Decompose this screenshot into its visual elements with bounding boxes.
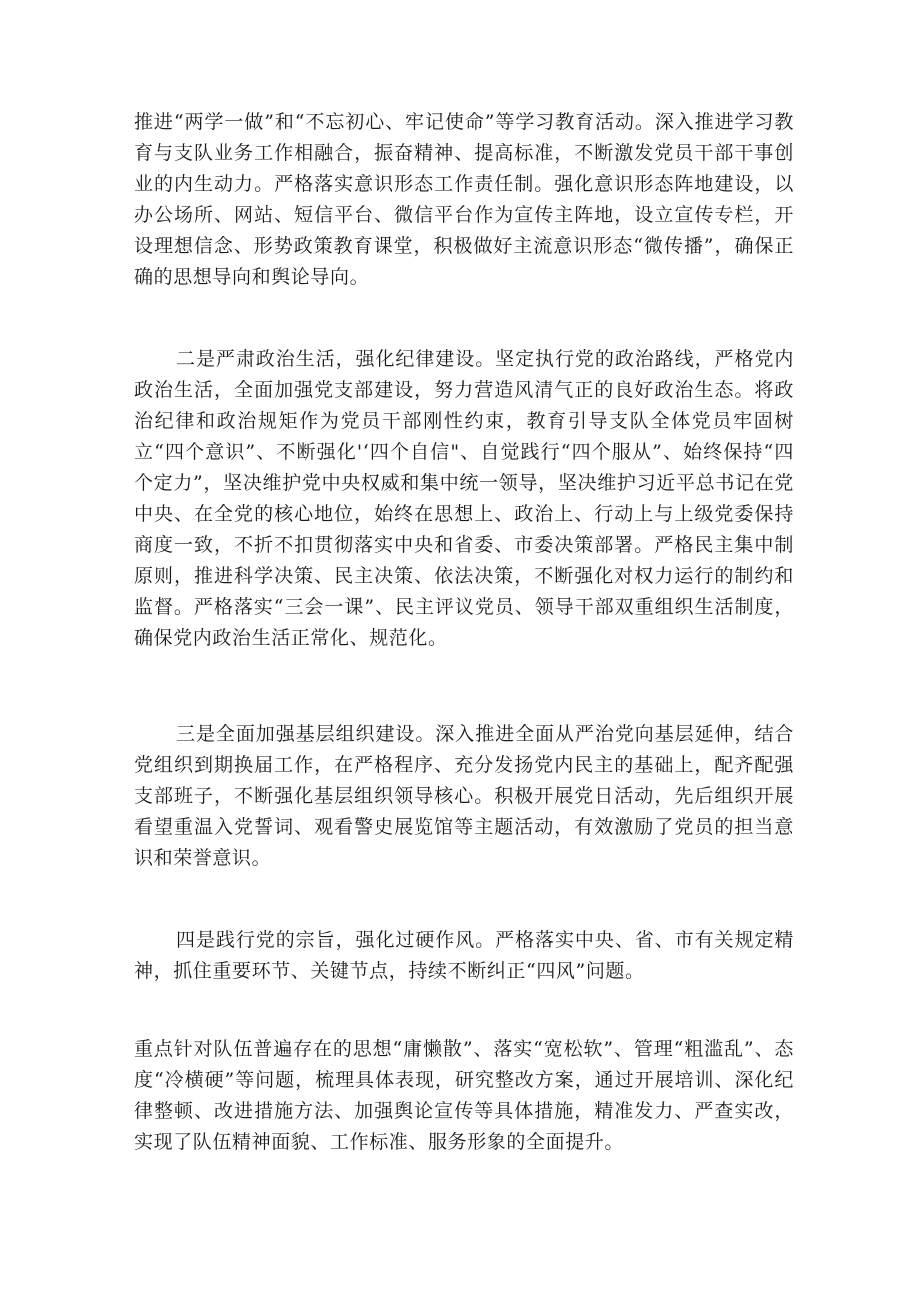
paragraph-party-purpose: 四是践行党的宗旨，强化过硬作风。严格落实中央、省、市有关规定精神，抓住重要环节、关键节点，持续不断纠正“四风”问题。 <box>134 929 794 982</box>
paragraph-grassroots-organization: 三是全面加强基层组织建设。深入推进全面从严治党向基层延伸，结合党组织到期换届工作，在严格程序、充分发扬党内民主的基础上，配齐配强支部班子，不断强化基层组织领导核心。积极开展党日活动，先后组织开展看望重温入党誓词、观看警史展览馆等主题活动，有效激励了党员的担当意识和荣誉意识。 <box>134 723 794 869</box>
paragraph-study-education: 推进“两学一做”和“不忘初心、牢记使命”等学习教育活动。深入推进学习教育与支队业务工作相融合，振奋精神、提高标准，不断激发党员干部干事创业的内生动力。严格落实意识形态工作责任制。强化意识形态阵地建设，以办公场所、网站、短信平台、微信平台作为宣传主阵地，设立宣传专栏，开设理想信念、形势政策教育课堂，积极做好主流意识形态“微传播”，确保正确的思想导向和舆论导向。 <box>134 111 794 288</box>
paragraph-team-rectification: 重点针对队伍普遍存在的思想“庸懒散”、落实“宽松软”、管理“粗滥乱”、态度“冷横硬”等问题，梳理具体表现，研究整改方案，通过开展培训、深化纪律整顿、改进措施方法、加强舆论宣传等具体措施，精准发力、严查实改，实现了队伍精神面貌、工作标准、服务形象的全面提升。 <box>134 1038 794 1153</box>
paragraph-political-life: 二是严肃政治生活，强化纪律建设。坚定执行党的政治路线，严格党内政治生活，全面加强党支部建设，努力营造风清气正的良好政治生态。将政治纪律和政治规矩作为党员干部刚性约束，教育引导支队全体党员牢固树立“四个意识”、不断强化'‘四个自信"、自觉践行“四个服从”、始终保持“四个定力”，坚决维护党中央权威和集中统一领导，坚决维护习近平总书记在党中央、在全党的核心地位，始终在思想上、政治上、行动上与上级党委保持商度一致，不折不扣贯彻落实中央和省委、市委决策部署。严格民主集中制原则，推进科学决策、民主决策、依法决策，不断强化对权力运行的制约和监督。严格落实“三会一课”、民主评议党员、领导干部双重组织生活制度，确保党内政治生活正常化、规范化。 <box>134 348 794 649</box>
